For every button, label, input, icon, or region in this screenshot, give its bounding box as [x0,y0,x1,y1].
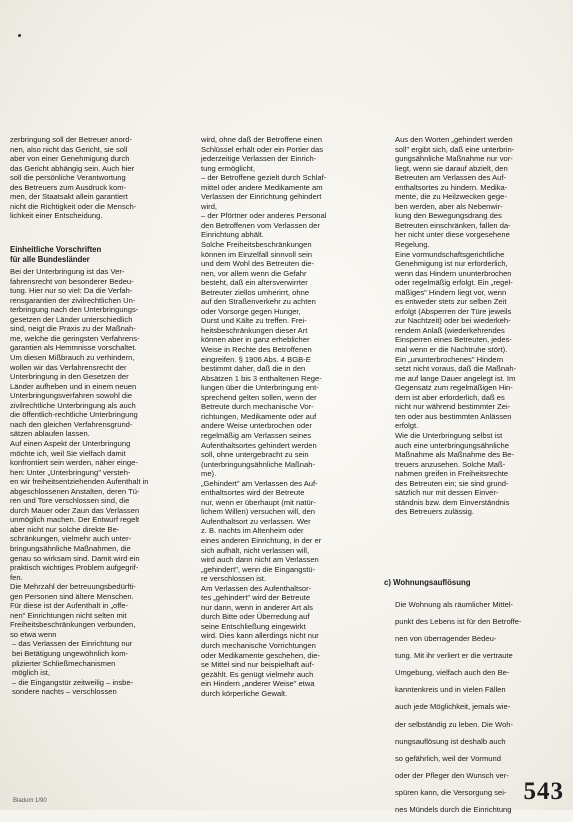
text-line: des Betreuten ein; sie sind grund- [395,478,509,488]
text-line: Durst und Kälte zu treffen. Frei- [201,316,307,326]
text-line: Absätzen 1 bis 3 enthaltenen Rege- [201,373,322,383]
text-line: bestimmt daher, daß die in den [201,364,306,374]
text-line: erfolgt (Absperren der Türe jeweils [395,306,512,316]
text-line: erfolgt. [395,421,419,431]
section-heading-wohnungsaufloesung: c) Wohnungsauflösung [384,578,471,587]
text-line: ben werden, aber als Nebenwir- [395,201,503,211]
text-line: nur dann, wenn in anderer Art als [201,602,313,612]
text-line: sprechend gelten sollen, wenn der [201,392,317,402]
text-line: tes „gehindert" wird der Betreute [201,593,311,603]
text-line: Verlassen der Einrichtung gehindert [201,192,322,202]
page-number: 543 [523,778,564,805]
text-line: wird, ohne daß der Betroffene einen [201,135,323,144]
text-line: Genehmigung ist nur erforderlich, [395,259,508,269]
text-line: nen, vor allem wenn die Gefahr [201,268,307,278]
text-line: Betreute durch mechanische Vor- [201,402,314,412]
list-item: plizierter Schließmechanismen [12,658,116,668]
text-line: hen: Unter „Unterbringung" versteh- [10,467,131,477]
text-line: des Betreuers zulässig. [395,507,474,517]
text-line: nungsauflösung ist deshalb auch [395,736,506,746]
scan-speck [18,34,21,37]
text-line: Einrichtung abhält. [201,230,264,240]
text-line: aber von einer Genehmigung durch [10,154,130,164]
text-line: Solche Freiheitsbeschränkungen [201,240,312,250]
section-heading: für alle Bundesländer [10,254,90,264]
text-line: lichkeit einer Entscheidung. [10,211,103,221]
column-2 [201,135,384,698]
text-line: mäßiges" Hindern liegt vor, wenn [395,287,507,297]
text-line: re verschlossen ist. [201,574,266,584]
text-line: me auf lange Dauer angelegt ist. Im [395,373,516,383]
text-line: rendem Anlaß (wiederkehrendes [395,325,505,335]
text-line: sätzlich nur mit dessen Einver- [395,488,499,498]
text-line: sätzen ablaufen lassen. [10,429,90,439]
text-line: zerbringung soll der Betreuer anord- [10,135,132,144]
text-line: mente, die zu Heilzwecken gege- [395,192,507,202]
text-line: des Betreuers zum Ausdruck kom- [10,182,127,192]
text-line: Schlüssel erhält oder ein Portier das [201,144,323,154]
text-line: oder regelmäßig erfolgt. Ein „regel- [395,278,513,288]
text-line: können im Einzelfall sinnvoll sein [201,249,313,259]
text-line: kung den Bewegungsdrang des [395,211,502,221]
text-line: nen von überragender Bedeu- [395,633,497,643]
text-line: heitsbeschränkungen dieser Art [201,325,308,335]
text-line: me, welche die geringsten Verfahrens- [10,333,140,343]
column-1 [10,135,188,697]
text-line: soll, ohne untergebracht zu sein [201,450,309,460]
text-line: es entweder stets zur selben Zeit [395,297,507,307]
text-line: seine Entschließung eingewirkt [201,621,306,631]
text-line: zur Nachtzeit) oder bei wiederkeh- [395,316,511,326]
text-line: nes Mündels durch die Einrichtung [395,805,512,815]
text-line: Einsperren eines Betreuten, jedes- [395,335,512,345]
text-line: andere Weise unterbrochen oder [201,421,312,431]
column-3 [395,135,565,517]
text-line: können aber in ganz erheblicher [201,335,310,345]
text-line: se Mittel sind nur beispielhaft auf- [201,660,315,670]
text-line: nur, wenn er überhaupt (mit natür- [201,497,316,507]
text-line: gen Personen sind ältere Menschen. [10,591,134,601]
text-line: treuers anzusehen. Solche Maß- [395,459,506,469]
text-line: Wie die Unterbringung selbst ist [395,430,503,440]
text-line: nen, also nicht das Gericht, sie soll [10,144,128,154]
text-line: Aufenthaltsort zu verlassen. Wer [201,516,311,526]
text-line: mal wenn er die Nachtruhe stört). [395,345,508,355]
text-line: gungsähnliche Maßnahme nur vor- [395,154,513,164]
text-line: ein Hindern „anderer Weise" etwa [201,679,315,689]
text-line: Betreuten einschränken, fallen da- [395,220,511,230]
text-line: die öffentlich-rechtliche Unterbringung [10,410,138,420]
text-line: durch Mauer oder Zaun das Verlassen [10,505,140,515]
text-line: dern ist aber erforderlich, daß es [395,392,505,402]
text-line: „gehindert", wenn die Eingangstü- [201,564,316,574]
text-line: Auf einen Aspekt der Unterbringung [10,438,131,448]
text-line: tung. Hier nur so viel: Da die Verfah- [10,286,133,296]
text-line: sich aufhält, nicht verlassen will, [201,545,310,555]
text-line: oder Vorsorge gegen Hunger, [201,306,301,316]
list-item: – die Eingangstür zeitweilig – insbe- [12,677,134,687]
text-line: Freiheitsbeschränkungen verbunden, [10,620,136,630]
text-line: oder der Pfleger den Wunsch ver- [395,771,509,780]
text-line: nen" Einrichtungen nicht selten mit [10,610,127,620]
text-line: spüren kann, die Versorgung sei- [395,788,507,798]
text-line: Für diese ist der Aufenthalt in „offe- [10,601,129,611]
list-item: bei Betätigung ungewöhnlich kom- [12,648,129,658]
text-line: Aufenthaltsortes gehindert werden [201,440,317,450]
text-line: enthaltsortes wird der Betreute [201,488,305,498]
text-line: nicht die Richtigkeit oder die Mensch- [10,201,137,211]
text-line: Am Verlassen des Aufenthaltsor- [201,583,312,593]
text-line: Länder aufheben und in einem neuen [10,381,137,391]
text-line: Um diesen Mißbrauch zu verhindern, [10,353,135,363]
text-line: und dem Wohl des Betreuten die- [201,259,314,269]
text-line: sind, neigt die Praxis zu der Maßnah- [10,324,136,334]
text-line: nicht nur während bestimmter Zei- [395,402,511,412]
text-line: das Gericht abhängig sein. Auch hier [10,163,135,173]
text-line: garantien als Hemmnisse vorschaltet. [10,343,137,353]
text-line: Die Mehrzahl der betreuungsbedürfti- [10,582,136,592]
text-line: aber nicht nur solche direkte Be- [10,524,120,534]
text-line: genau so wirksam sind. Damit wird ein [10,553,140,563]
text-line: (unterbringungsähnliche Maßnah- [201,459,315,469]
text-line: schränkungen, vielmehr auch unter- [10,534,132,544]
text-line: Regelung. [395,240,430,250]
text-line: – der Betroffene gezielt durch Schlaf- [201,173,327,183]
text-line: nahmen greifen in Freiheitsrechte [395,469,509,479]
footer-journal: Bladum 1/90 [13,798,47,804]
text-line: wird, [201,201,218,211]
text-line: Bei der Unterbringung ist das Ver- [10,267,125,277]
text-line: mittel oder andere Medikamente am [201,182,323,192]
text-line: Weise in Rechte des Betroffenen [201,345,312,355]
text-line: wollen wir das Verfahrensrecht der [10,362,127,372]
text-line: Unterbringungsverfahren sowohl die [10,391,132,401]
text-line: eines anderen Einrichtung, in der er [201,535,322,545]
text-line: Umgebung, vielfach auch den Be- [395,668,510,678]
text-line: tung ermöglicht, [201,163,256,173]
text-line: Die Wohnung als räumlicher Mittel- [395,599,514,609]
text-line: Unterbringung in den Gesetzen der [10,372,129,382]
text-line: gezählt. Es genügt vielmehr auch [201,669,314,679]
text-line: abgeschlossenen Anstalten, deren Tü- [10,486,140,496]
text-line: Gegensatz zum regelmäßigen Hin- [395,383,513,393]
text-line: durch Bitte oder Überredung auf [201,612,310,622]
text-line: konfrontiert sein werden, näher einge- [10,458,138,468]
list-item: sondere nachts – verschlossen [12,687,117,697]
list-item: möglich ist, [12,668,50,678]
text-line: auf den Straßenverkehr zu achten [201,297,316,307]
text-line: me). [201,469,217,479]
text-line: bringungsähnliche Maßnahmen, die [10,543,131,553]
text-line: her nicht unter diese vorgesehene [395,230,510,240]
text-line: men, der Staatsakt allein garantiert [10,192,128,202]
text-line: so etwa wenn [10,629,57,639]
text-line: möchte ich, weil Sie vielfach damit [10,448,126,458]
text-line: Eine vormundschaftsgerichtliche [395,249,505,259]
section-heading: Einheitliche Vorschriften [10,244,102,254]
text-line: „Gehindert" am Verlassen des Auf- [201,478,318,488]
text-line: rensgarantien der zivilrechtlichen Un- [10,295,136,305]
text-line: der selbständig zu leben. Die Woh- [395,719,514,729]
text-line: durch körperliche Gewalt. [201,688,288,698]
text-line: z. B. nachts im Altenheim oder [201,526,304,536]
text-line: soll die persönliche Verantwortung [10,173,126,183]
text-line: ständnis bzw. dem Einverständnis [395,497,510,507]
text-line: wird auch dann nicht am Verlassen [201,555,319,565]
text-line: kanntenkreis und in vielen Fällen [395,685,506,695]
text-line: Ein „ununterbrochenes" Hindern [395,354,504,364]
text-line: wenn das Hindern ununterbrochen [395,268,512,278]
text-line: lungen über die Unterbringung ent- [201,383,319,393]
text-line: unmöglich machen. Der Entwurf regelt [10,515,140,525]
text-line: ten oder aus bestimmten Anlässen [395,411,512,421]
text-line: punkt des Lebens ist für den Betroffe- [395,616,522,626]
text-line: zivilrechtliche Unterbringung als auch [10,400,136,410]
text-line: besteht, daß ein altersverwirrter [201,278,308,288]
text-line: auch jede Möglichkeit, jemals wie- [395,702,511,712]
text-line: praktisch wichtiges Problem aufgegrif- [10,563,139,573]
text-line: Aus den Worten „gehindert werden [395,135,513,144]
text-line: fahrensrecht von besonderer Bedeu- [10,276,134,286]
text-line: fen. [10,572,23,582]
text-line: tung. Mit ihr verliert er die vertraute [395,651,513,661]
text-line: ren und Tore verschlossen sind, die [10,496,130,506]
text-line: gesetzen der Länder unterschiedlich [10,314,133,324]
text-line: nach den gleichen Verfahrensgrund- [10,419,133,429]
text-line: regelmäßig am Verlassen seines [201,430,312,440]
text-line: setzt nicht voraus, daß die Maßnah- [395,364,517,374]
text-line: lichem Willen) versuchen will, den [201,507,315,517]
text-line: eingreifen. § 1906 Abs. 4 BGB-E [201,354,311,364]
text-line: terbringung nach den Unterbringungs- [10,305,139,315]
text-line: den Betroffenen vom Verlassen der [201,220,320,230]
text-line: enthaltsortes zu hindern. Medika- [395,182,508,192]
text-line: oder Medikamente geschehen, die- [201,650,321,660]
text-line: so gefährlich, weil der Vormund [395,753,501,763]
text-line: Betreuten am Verlassen des Auf- [395,173,507,183]
text-line: en wir freiheitsentziehenden Aufenthalt in [10,477,149,487]
text-line: durch mechanische Vorrichtungen [201,640,316,650]
text-line: liegt, wenn sie darauf abzielt, den [395,163,508,173]
text-line: Maßnahme als Maßnahme des Be- [395,450,515,460]
text-line: auch eine unterbringungsähnliche [395,440,509,450]
list-item: – das Verlassen der Einrichtung nur [12,639,133,649]
text-line: – der Pförtner oder anderes Personal [201,211,327,221]
text-line: wird. Dies kann allerdings nicht nur [201,631,319,641]
text-line: richtungen, Medikamente oder auf [201,411,317,421]
text-line: Betreuter ziellos umherirrt, ohne [201,287,310,297]
text-line: jederzeitige Verlassen der Einrich- [201,154,317,164]
text-line: soll" ergibt sich, daß eine unterbrin- [395,144,515,154]
